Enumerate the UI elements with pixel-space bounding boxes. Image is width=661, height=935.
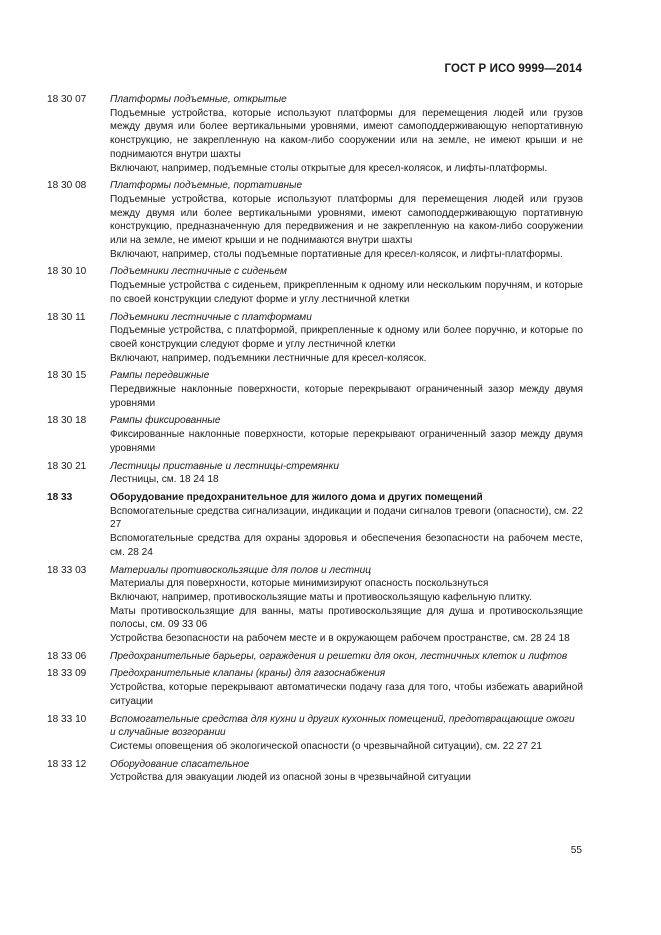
entry-title: Подъемники лестничные с платформами (110, 311, 312, 323)
entry-code: 18 30 08 (47, 180, 87, 192)
entry-description: Устройства безопасности на рабочем месте и в окружающем рабочем пространстве, см. 28 24 18 (110, 633, 570, 645)
entry-title: Оборудование спасательное (110, 758, 250, 770)
entry-code: 18 33 09 (47, 668, 87, 680)
entry-body (110, 369, 583, 410)
entry-description: Системы оповещения об экологической опасности (о чрезвычайной ситуации), см. 22 27 21 (110, 740, 543, 752)
classification-entry (47, 311, 583, 366)
entry-description: Подъемные устройства, с платформой, прикрепленные к одному или более поручню, и которые по своей конструкции следуют форме и углу лестничной клетки (110, 325, 583, 350)
entry-description: Лестницы, см. 18 24 18 (110, 474, 219, 486)
entry-title: Платформы подъемные, портативные (110, 180, 303, 192)
entry-description: Маты противоскользящие для ванны, маты противоскользящие для душа и противоскользящие полосы, см. 09 33 06 (110, 605, 583, 631)
entry-body (110, 491, 583, 560)
entry-description: Включают, например, столы подъемные портативные для кресел-колясок, и лифты-платформы. (110, 248, 563, 260)
classification-list (47, 93, 583, 789)
entry-description: Устройства для эвакуации людей из опасной зоны в чрезвычайной ситуации (110, 772, 471, 784)
entry-title: Предохранительные барьеры, ограждения и решетки для окон, лестничных клеток и лифтов (110, 650, 568, 662)
entry-body (110, 265, 583, 306)
entry-title: Вспомогательные средства для кухни и других кухонных помещений, предотвращающие ожоги и случайные возгорании (110, 713, 575, 739)
entry-code: 18 33 12 (47, 758, 87, 770)
classification-entry (47, 758, 583, 785)
classification-entry (47, 179, 583, 261)
entry-body (110, 713, 583, 754)
entry-code: 18 30 10 (47, 266, 87, 278)
entry-title: Платформы подъемные, открытые (110, 94, 287, 105)
entry-title: Рампы фиксированные (110, 415, 221, 427)
classification-entry (47, 414, 583, 455)
entry-description: Материалы для поверхности, которые минимизируют опасность поскользнуться (110, 578, 489, 590)
entry-body (110, 414, 583, 455)
entry-code: 18 30 21 (47, 460, 87, 472)
entry-title: Оборудование предохранительное для жилого дома и других помещений (110, 491, 483, 503)
entry-description: Включают, например, подъемники лестничные для кресел-колясок. (110, 352, 427, 364)
classification-entry (47, 667, 583, 708)
entry-description: Вспомогательные средства сигнализации, индикации и подачи сигналов тревоги (опасности), см. 22 27 (110, 505, 583, 531)
entry-code: 18 33 06 (47, 650, 87, 662)
entry-body (110, 93, 583, 175)
classification-entry (47, 650, 583, 664)
classification-entry (47, 564, 583, 646)
document-header: ГОСТ Р ИСО 9999—2014 (444, 63, 582, 75)
classification-entry (47, 369, 583, 410)
entry-description: Включают, например, противоскользящие маты и противоскользящую кафельную плитку. (110, 591, 532, 603)
entry-body (110, 650, 583, 664)
entry-description: Подъемные устройства, которые используют платформы для перемещения людей или грузов между двумя или более вертикальными уровнями, имеют самоподдерживающую непортативную конструкцию, не закрепленную на каком-либо сооружении или на земле, не имеют крыши и не поднимаются внутри шахты (110, 107, 583, 160)
entry-description: Подъемные устройства с сиденьем, прикрепленным к одному или нескольким поручням, и которые по своей конструкции следуют форме и углу лестничной клетки (110, 280, 583, 305)
entry-code: 18 33 03 (47, 564, 87, 576)
entry-body (110, 311, 583, 366)
entry-code: 18 30 11 (47, 311, 86, 323)
entry-description: Включают, например, подъемные столы открытые для кресел-колясок, и лифты-платформы. (110, 162, 548, 174)
entry-description: Подъемные устройства, которые используют платформы для перемещения людей или грузов между двумя или более вертикальными уровнями, имеют самоподдерживающую портативную конструкцию, предназначенную для передвижения и не закрепленную на каком-либо сооружении или на земле, не имеют крыши и не поднимаются внутри шахты (110, 193, 583, 247)
classification-entry (47, 491, 583, 560)
entry-body (110, 564, 583, 646)
entry-body (110, 758, 583, 785)
entry-body (110, 460, 583, 487)
entry-title: Материалы противоскользящие для полов и лестниц (110, 564, 371, 576)
entry-description: Фиксированные наклонные поверхности, которые перекрывают ограниченный зазор между двумя уровнями (110, 429, 583, 454)
entry-code: 18 30 15 (47, 370, 87, 382)
entry-code: 18 30 07 (47, 94, 87, 105)
entry-body (110, 667, 583, 708)
entry-title: Предохранительные клапаны (краны) для газоснабжения (110, 668, 386, 680)
page-number: 55 (570, 845, 582, 856)
entry-code: 18 30 18 (47, 415, 87, 427)
classification-entry (47, 713, 583, 754)
classification-entry (47, 460, 583, 487)
classification-entry (47, 265, 583, 306)
entry-code: 18 33 10 (47, 713, 87, 725)
entry-description: Устройства, которые перекрывают автоматически подачу газа для того, чтобы избежать аварийной ситуации (110, 682, 583, 707)
classification-entry (47, 93, 583, 175)
entry-code: 18 33 (47, 491, 73, 503)
entry-description: Вспомогательные средства для охраны здоровья и обеспечения безопасности на рабочем месте, см. 28 24 (110, 533, 583, 558)
entry-title: Подъемники лестничные с сиденьем (110, 266, 287, 278)
entry-body (110, 179, 583, 261)
entry-title: Рампы передвижные (110, 370, 210, 382)
entry-description: Передвижные наклонные поверхности, которые перекрывают ограниченный зазор между двумя уровнями (110, 384, 583, 409)
entry-title: Лестницы приставные и лестницы-стремянки (110, 460, 339, 472)
